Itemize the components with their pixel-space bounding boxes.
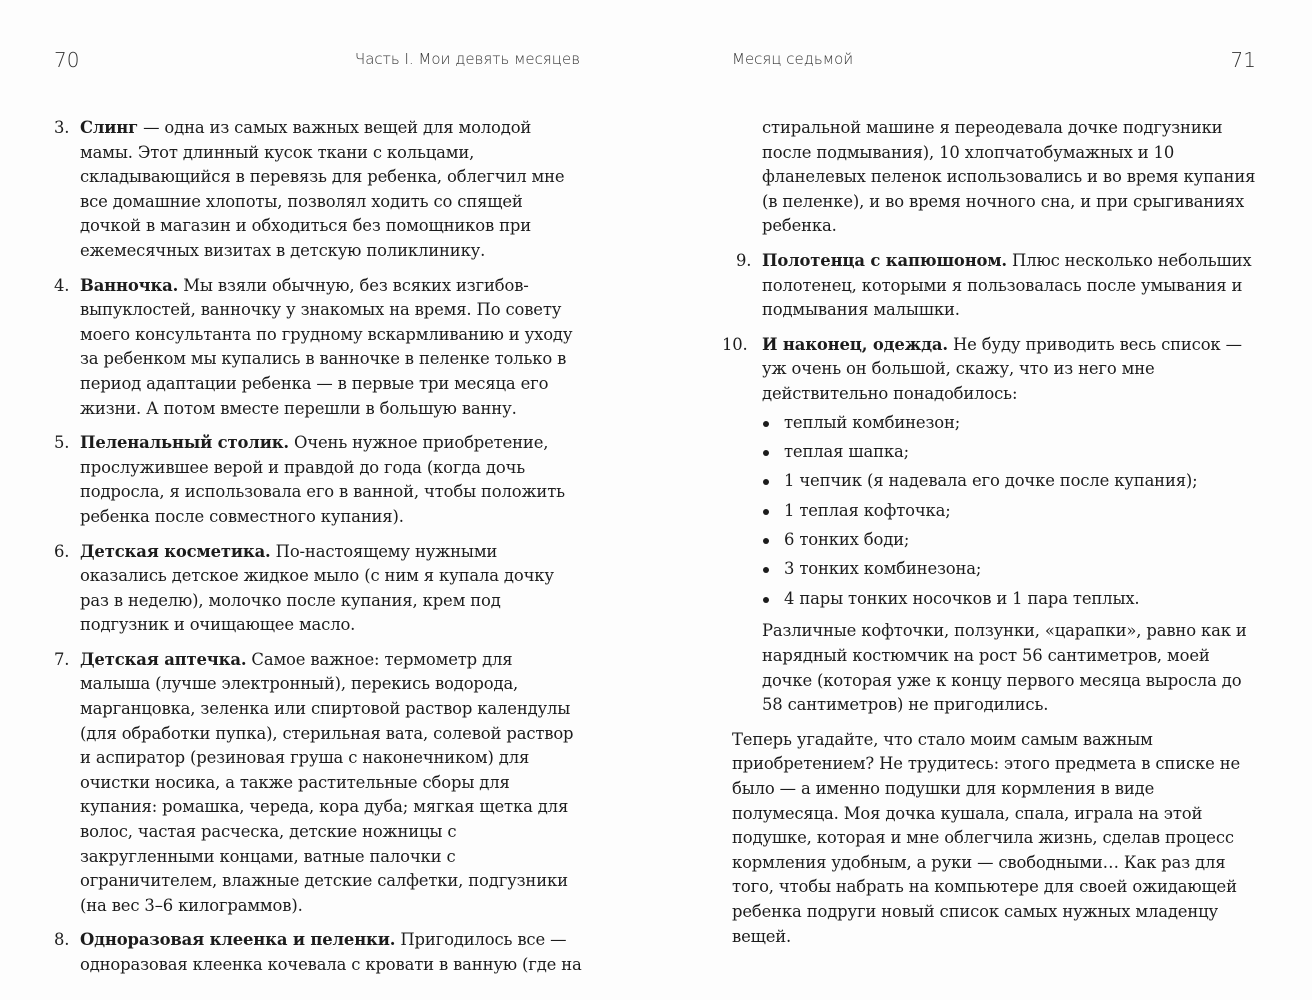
item-text: Плюс несколько небольших полотенец, которыми я пользовалась после умывания и подмывания малышки. (762, 250, 1252, 320)
item-text: Очень нужное приобретение, прослужившее верой и правдой до года (когда дочь подросла, я использовала его в ванной, чтобы положить ребенка после совместного купания). (80, 433, 565, 526)
item-subparagraph: Различные кофточки, ползунки, «царапки», равно как и нарядный костюмчик на рост 56 сантиметров, моей дочке (которая уже к концу первого месяца выросла до 58 сантиметров) не пригодились. (762, 621, 1247, 715)
item-number: 3. (54, 118, 70, 137)
item-number: 5. (54, 433, 70, 453)
bullet-item: теплый комбинезон; (762, 411, 1260, 436)
right-page (656, 0, 1312, 1000)
continued-paragraph: стиральной машине я переодевала дочке подгузники после подмывания), 10 хлопчатобумажных и 10 фланелевых пеленок использовались и во время купания (в пеленке), и во время ночного сна, и при срыгиваниях ребенка. (762, 118, 1256, 236)
item-title: Полотенца с капюшоном. (762, 250, 1007, 270)
item-number: 10. (722, 334, 748, 354)
item-number: 7. (54, 649, 70, 669)
running-head: Часть I. Мои девять месяцев (354, 50, 580, 68)
list-item (50, 648, 584, 919)
item-number: 9. (736, 250, 752, 270)
bullet-item: 6 тонких боди; (762, 528, 1260, 553)
item-title: Одноразовая клеенка и пеленки. (80, 930, 396, 950)
bullet-item: 1 чепчик (я надевала его дочке после купания); (762, 469, 1260, 494)
bullet-item: 4 пары тонких носочков и 1 пара теплых. (762, 587, 1260, 612)
list-item (722, 333, 1260, 718)
clothing-list (762, 411, 1260, 612)
page-body (722, 116, 1260, 949)
item-number: 6. (54, 541, 70, 561)
list-item (50, 540, 584, 638)
list-item (50, 431, 584, 529)
item-text: Мы взяли обычную, без всяких изгибов-выпуклостей, ванночку у знакомых на время. По совету моего консультанта по грудному вскармливанию и уходу за ребенком мы купались в ванночке в пеленке только в период адаптации ребенка — в первые три месяца его жизни. А потом вместе перешли в большую ванну. (80, 275, 573, 418)
item-number: 4. (54, 275, 70, 295)
running-head: Месяц седьмой (732, 50, 854, 68)
list-item (50, 928, 584, 977)
item-title: Детская косметика. (80, 541, 271, 561)
page-number: 70 (54, 48, 80, 72)
item-text: Самое важное: термометр для малыша (лучше электронный), перекись водорода, марганцовка, зеленка или спиртовой раствор календулы (для обработки пупка), стерильная вата, солевой раствор и аспиратор (резиновая груша с наконечником) для очистки носика, а также растительные сборы для купания: ромашка, череда, кора дуба; мягкая щетка для волос, частая расческа, детские ножницы с закругленными концами, ватные палочки с ограничителем, влажные детские салфетки, подгузники (на вес 3–6 килограммов). (80, 649, 574, 915)
item-text: Не буду приводить весь список — уж очень он большой, скажу, что из него мне действительно понадобилось: (762, 334, 1242, 403)
list-item (50, 274, 584, 422)
item-text: По-настоящему нужными оказались детское жидкое мыло (с ним я купала дочку раз в неделю), молочко после купания, крем под подгузник и очищающее масло. (80, 541, 554, 635)
page-body (50, 116, 584, 988)
list-item (50, 116, 584, 264)
item-title: Слинг (80, 118, 139, 137)
closing-paragraph: Теперь угадайте, что стало моим самым важным приобретением? Не трудитесь: этого предмета в списке не было — а именно подушки для кормления в виде полумесяца. Моя дочка кушала, спала, играла на этой подушке, которая и мне облегчила жизнь, сделав процесс кормления удобным, а руки — свободными… Как раз для того, чтобы набрать на компьютере для своей ожидающей ребенка подруги новый список самых нужных младенцу вещей. (732, 729, 1241, 946)
item-title: Пеленальный столик. (80, 433, 289, 453)
item-text: Пригодилось все — одноразовая клеенка кочевала с кровати в ванную (где на (80, 930, 582, 974)
item-title: Детская аптечка. (80, 649, 247, 669)
item-title: И наконец, одежда. (762, 334, 948, 354)
bullet-item: теплая шапка; (762, 440, 1260, 465)
item-number: 8. (54, 930, 70, 950)
bullet-item: 1 теплая кофточка; (762, 499, 1260, 524)
page-number: 71 (1230, 48, 1256, 72)
list-item (732, 249, 1260, 323)
item-text: — одна из самых важных вещей для молодой мамы. Этот длинный кусок ткани с кольцами, складывающийся в перевязь для ребенка, облегчил мне все домашние хлопоты, позволял ходить со спящей дочкой в магазин и обходиться без помощников при ежемесячных визитах в детскую поликлинику. (80, 118, 565, 260)
item-title: Ванночка. (80, 275, 179, 295)
bullet-item: 3 тонких комбинезона; (762, 557, 1260, 582)
